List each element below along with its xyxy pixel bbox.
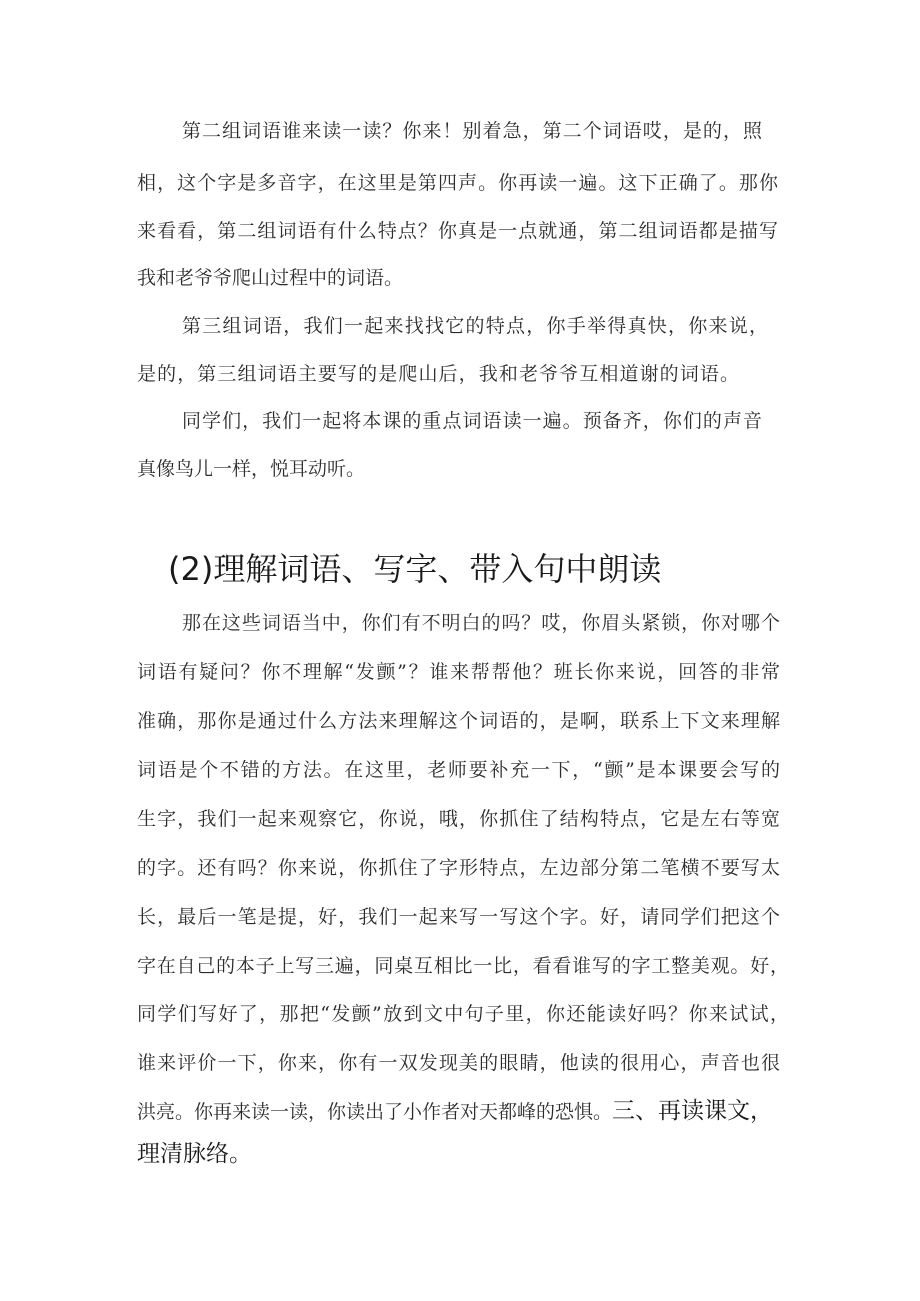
text-line: 真像鸟儿一样，悦耳动听。	[137, 458, 366, 480]
text-line: 相，这个字是多音字，在这里是第四声。你再读一遍。这下正确了。那你	[137, 172, 778, 194]
text-line: 准确，那你是通过什么方法来理解这个词语的，是啊，联系上下文来理解	[137, 710, 780, 732]
text-line: 第三组词语，我们一起来找找它的特点，你手举得真快，你来说，	[182, 315, 768, 337]
text-line: 那在这些词语当中，你们有不明白的吗？哎，你眉头紧锁，你对哪个	[182, 612, 780, 634]
text-line	[137, 1098, 773, 1124]
text-line: 同学们，我们一起将本课的重点词语读一遍。预备齐，你们的声音	[182, 410, 762, 432]
text-line: 词语有疑问？你不理解“发颤”？谁来帮帮他？班长你来说，回答的非常	[137, 661, 780, 683]
text-line: 同学们写好了，那把“发颤”放到文中句子里，你还能读好吗？你来试试，	[137, 1003, 789, 1025]
text-line	[137, 1141, 252, 1167]
section-heading: (2)理解词语、写字、带入句中朗读	[168, 550, 662, 588]
text-line-content: 洪亮。你再来读一读，你读出了小作者对天都峰的恐惧。	[137, 1101, 613, 1123]
text-line: 我和老爷爷爬山过程中的词语。	[137, 267, 404, 289]
next-section-heading: 三、再读课文，	[612, 1098, 774, 1124]
text-line: 长，最后一笔是提，好，我们一起来写一写这个字。好，请同学们把这个	[137, 906, 780, 928]
text-line: 第二组词语谁来读一读？你来！别着急，第二个词语哎，是的，照	[182, 120, 762, 142]
next-section-heading-cont: 理清脉络。	[137, 1141, 252, 1167]
text-line: 来看看，第二组词语有什么特点？你真是一点就通，第二组词语都是描写	[137, 220, 778, 242]
text-line: 谁来评价一下，你来，你有一双发现美的眼睛，他读的很用心，声音也很	[137, 1052, 780, 1074]
text-line: 词语是个不错的方法。在这里，老师要补充一下，“颤”是本课要会写的	[137, 759, 780, 781]
text-line: 字在自己的本子上写三遍，同桌互相比一比，看看谁写的字工整美观。好，	[137, 955, 789, 977]
text-line: 生字，我们一起来观察它，你说，哦，你抓住了结构特点，它是左右等宽	[137, 808, 780, 830]
text-line: 的字。还有吗？你来说，你抓住了字形特点，左边部分第二笔横不要写太	[137, 857, 780, 879]
text-line: 是的，第三组词语主要写的是爬山后，我和老爷爷互相道谢的词语。	[137, 363, 739, 385]
